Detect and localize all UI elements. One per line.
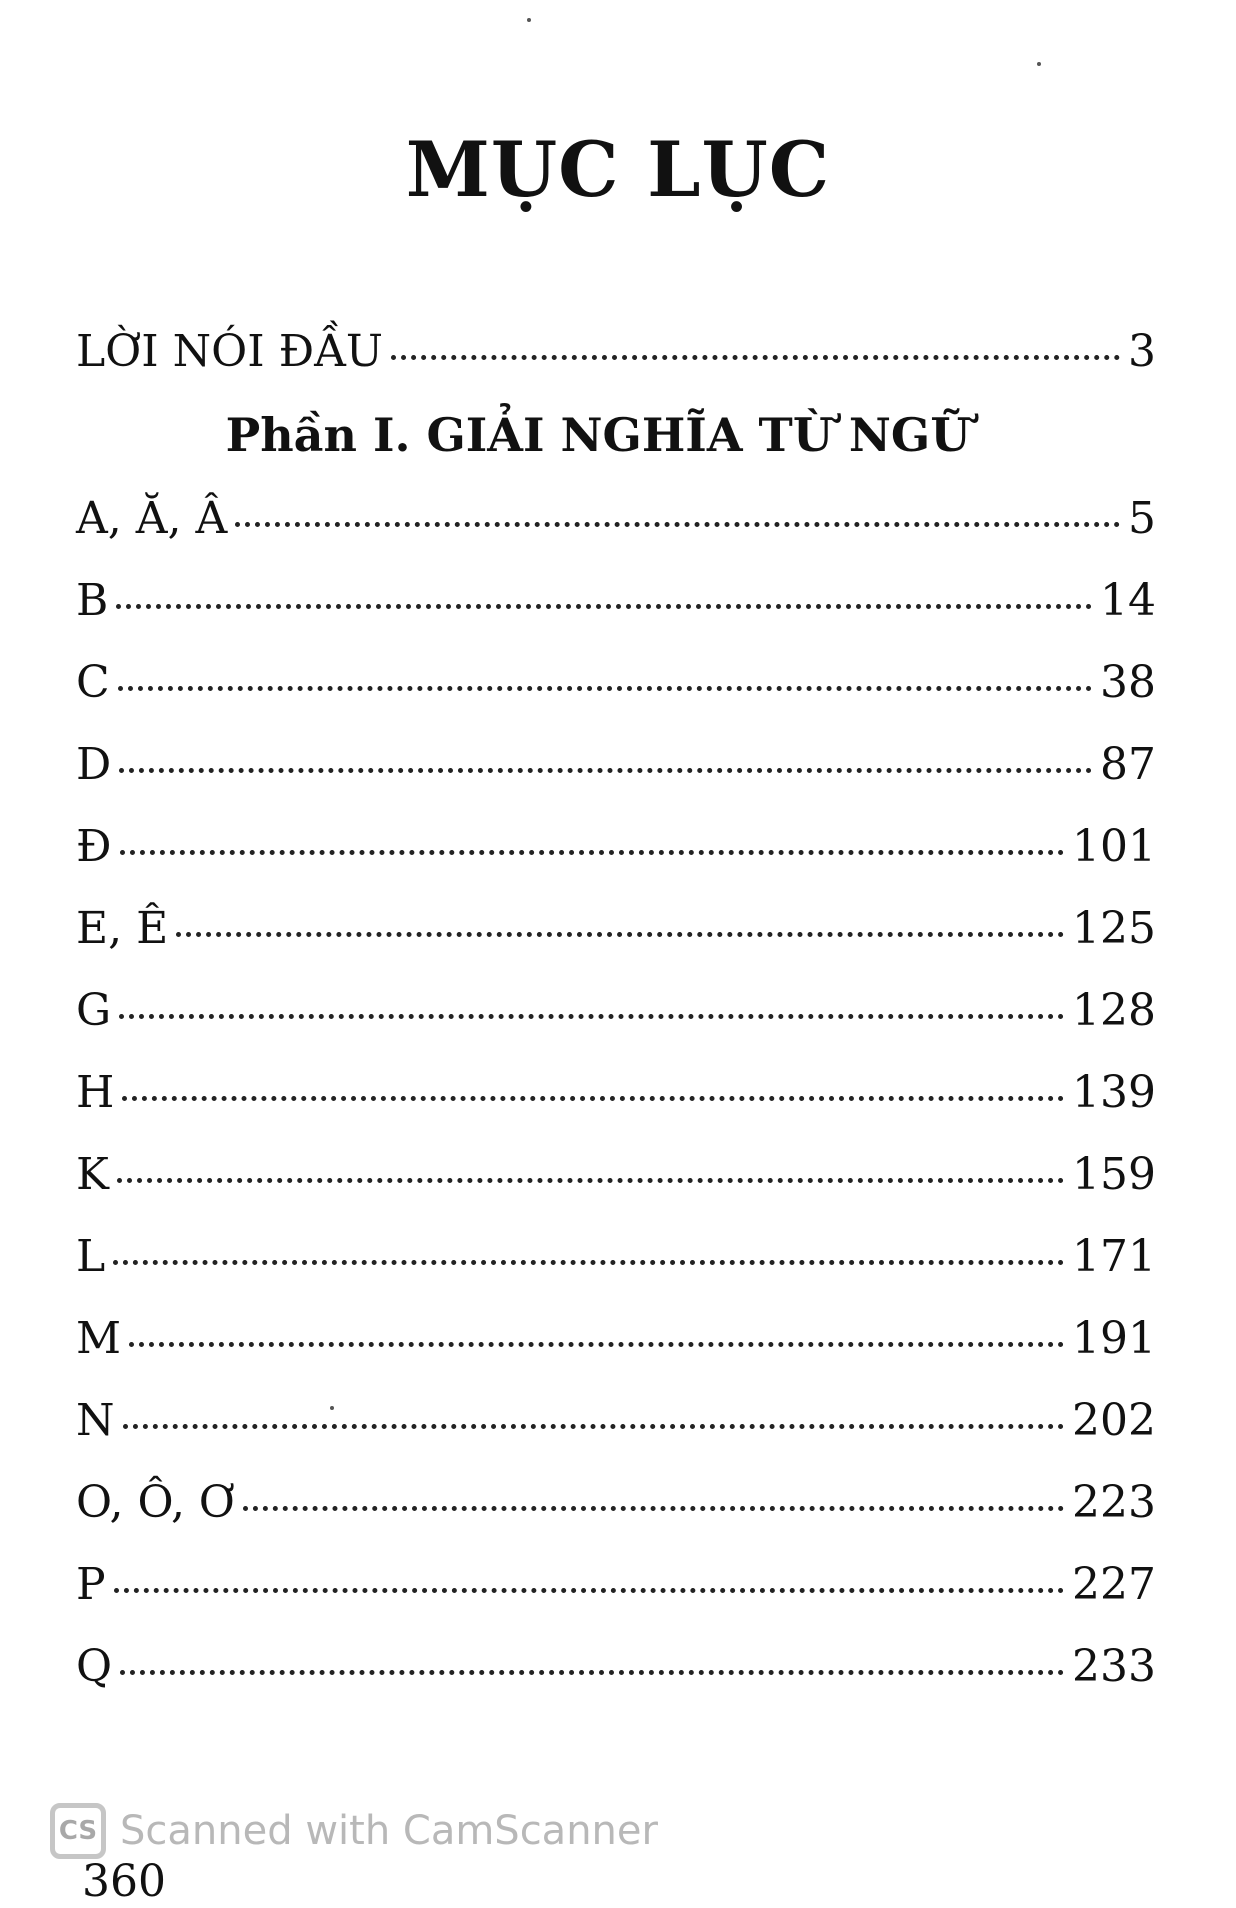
watermark-text: Scanned with CamScanner <box>120 1808 658 1854</box>
toc-entry <box>76 821 1156 872</box>
toc-entry-page: 5 <box>1128 493 1156 544</box>
toc-entry <box>76 493 1156 544</box>
toc-entry-label: C <box>76 657 110 708</box>
toc-entry-page: 125 <box>1072 903 1156 954</box>
dot-leader <box>391 355 1120 360</box>
camscanner-logo-icon: CS <box>50 1803 106 1859</box>
toc-entry <box>76 1067 1156 1118</box>
toc-entry <box>76 575 1156 626</box>
toc-entry-label: B <box>76 575 109 626</box>
toc-entry-label: E, Ê <box>76 903 169 954</box>
toc-entry-page: 128 <box>1072 985 1156 1036</box>
dot-leader <box>129 1342 1064 1347</box>
dot-leader <box>235 522 1120 527</box>
toc-entry-page: 233 <box>1072 1641 1156 1692</box>
toc-entry <box>76 1395 1156 1446</box>
toc-entry-label: G <box>76 985 112 1036</box>
dot-leader <box>117 1178 1064 1183</box>
toc-entry-label: LỜI NÓI ĐẦU <box>76 326 383 377</box>
toc-entry-page: 14 <box>1100 575 1156 626</box>
dot-leader <box>119 1014 1064 1019</box>
toc-entry <box>76 1559 1156 1610</box>
page-title: MỤC LỤC <box>405 125 831 214</box>
dot-leader <box>118 686 1092 691</box>
scan-speck <box>1037 62 1041 66</box>
toc-entry <box>76 1641 1156 1692</box>
toc-entry <box>76 1231 1156 1282</box>
dot-leader <box>123 1424 1065 1429</box>
toc-entry <box>76 1313 1156 1364</box>
toc-entry-label: Đ <box>76 821 112 872</box>
toc-entry-page: 101 <box>1072 821 1156 872</box>
toc-entry-preface <box>76 326 1156 377</box>
toc-entry-page: 202 <box>1072 1395 1156 1446</box>
toc-entry <box>76 903 1156 954</box>
camscanner-watermark <box>50 1803 658 1859</box>
toc-entry <box>76 1149 1156 1200</box>
dot-leader <box>122 1096 1064 1101</box>
scan-speck <box>330 1406 334 1410</box>
toc-entry-page: 191 <box>1072 1313 1156 1364</box>
toc-entry-page: 227 <box>1072 1559 1156 1610</box>
toc-entry-page: 38 <box>1100 657 1156 708</box>
toc-entry-label: N <box>76 1395 115 1446</box>
toc-entry <box>76 739 1156 790</box>
dot-leader <box>113 1260 1064 1265</box>
toc-entry-page: 171 <box>1072 1231 1156 1282</box>
toc-entry-label: A, Ă, Â <box>76 493 228 544</box>
toc-entry <box>76 985 1156 1036</box>
toc-entry-page: 159 <box>1072 1149 1156 1200</box>
dot-leader <box>116 604 1092 609</box>
dot-leader <box>114 1588 1064 1593</box>
toc-entry-label: K <box>76 1149 109 1200</box>
section-heading: Phần I. GIẢI NGHĨA TỪ NGỮ <box>225 408 971 462</box>
toc-entry-page: 139 <box>1072 1067 1156 1118</box>
dot-leader <box>119 768 1092 773</box>
dot-leader <box>120 850 1065 855</box>
toc-entry-label: H <box>76 1067 115 1118</box>
toc-entry-label: Q <box>76 1641 113 1692</box>
toc-entry-label: P <box>76 1559 106 1610</box>
toc-entry-label: D <box>76 739 112 790</box>
toc-entry <box>76 657 1156 708</box>
dot-leader <box>243 1506 1064 1511</box>
toc-entry-label: M <box>76 1313 122 1364</box>
toc-entry-page: 223 <box>1072 1477 1156 1528</box>
toc-entry-label: O, Ô, Ơ <box>76 1477 236 1528</box>
dot-leader <box>120 1670 1064 1675</box>
dot-leader <box>176 932 1064 937</box>
toc-entry-label: L <box>76 1231 106 1282</box>
toc-entry-page: 87 <box>1100 739 1156 790</box>
toc-entry-page: 3 <box>1128 326 1156 377</box>
toc-entry <box>76 1477 1156 1528</box>
scan-speck <box>527 18 531 22</box>
page-number: 360 <box>82 1856 166 1907</box>
